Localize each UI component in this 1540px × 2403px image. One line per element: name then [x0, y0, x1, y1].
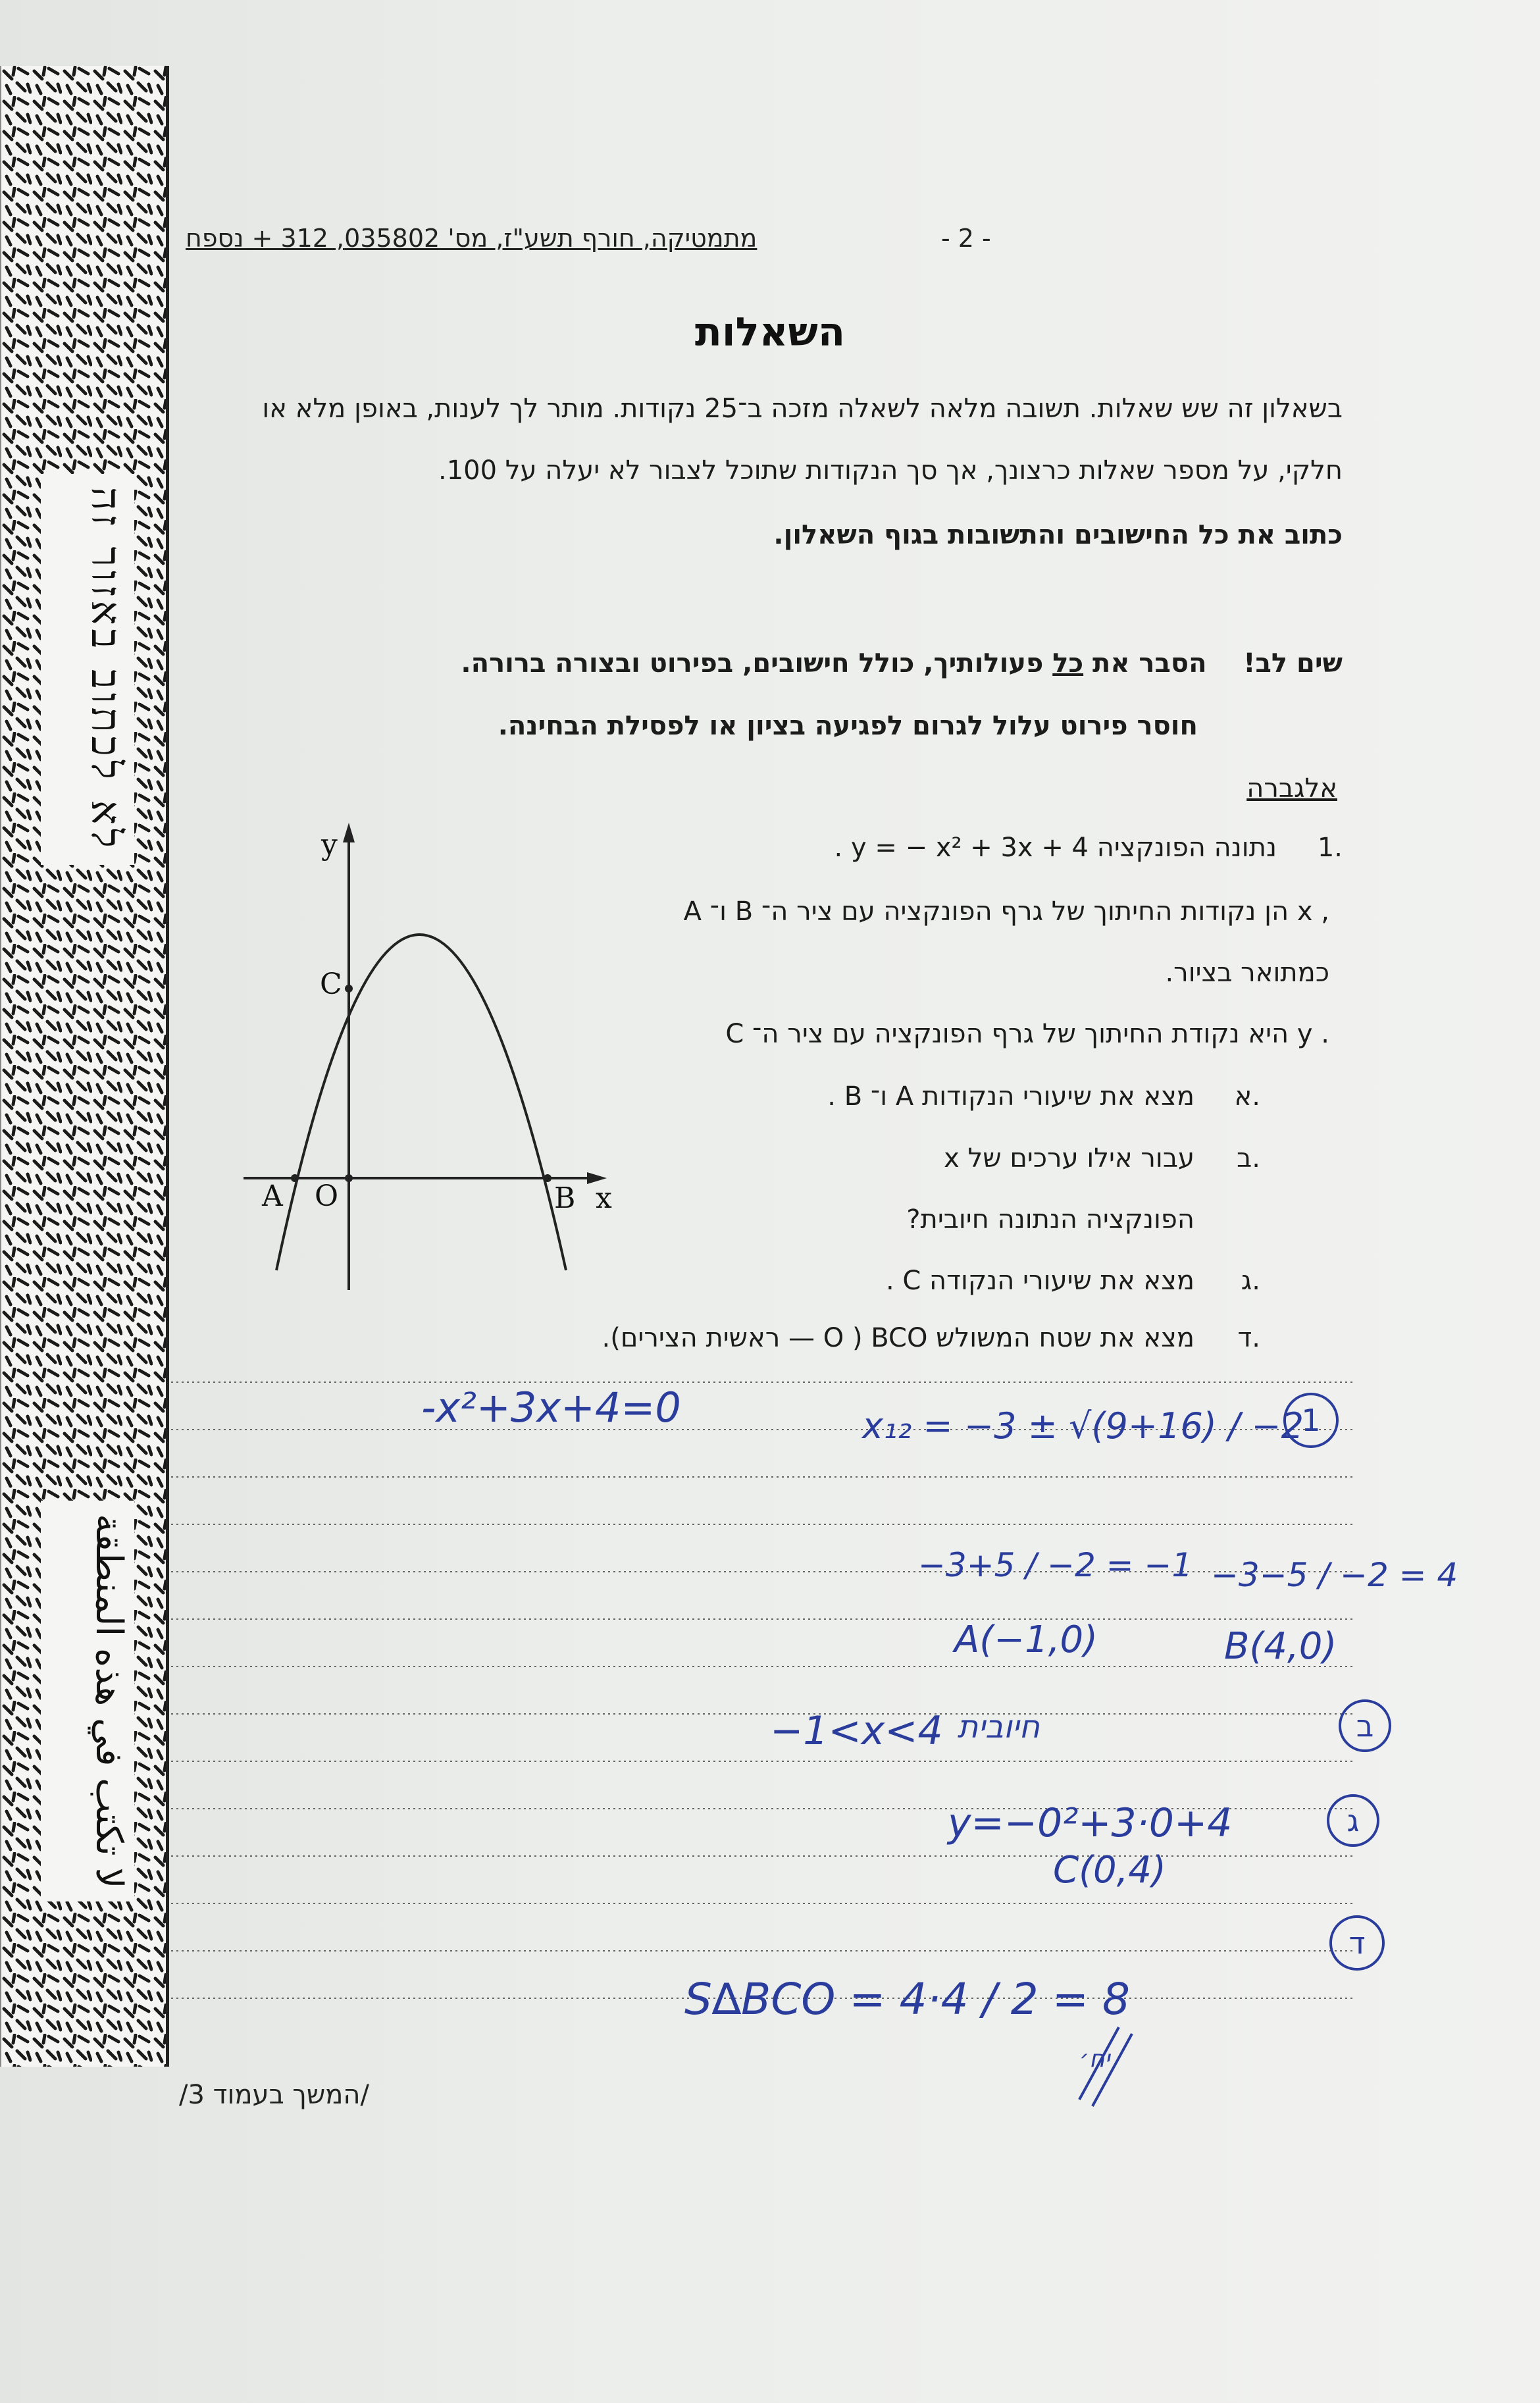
section-title: השאלות — [694, 309, 846, 355]
hw-root-2: −3−5 / −2 = 4 — [1211, 1556, 1458, 1594]
hw-marker-4: ד — [1348, 1925, 1366, 1961]
part-a-text: מצא את שיעורי הנקודות A ו־ B . — [827, 1081, 1194, 1112]
part-c-text: מצא את שיעורי הנקודה C . — [885, 1266, 1194, 1296]
part-b-text: עבור אילו ערכים של x — [944, 1143, 1194, 1174]
question-line-ab: A ו־ B הן נקודות החיתוך של גרף הפונקציה עם ציר ה־ x , — [683, 896, 1329, 927]
notice-text-before: הסבר את — [1092, 648, 1207, 679]
continued-footer: /המשך בעמוד 3/ — [179, 2080, 370, 2110]
hw-marker-3: ג — [1347, 1803, 1360, 1838]
hw-inequality-note: חיובית — [957, 1709, 1040, 1745]
question-line-ab2: כמתואר בציור. — [1165, 958, 1329, 988]
hw-point-a: A(−1,0) — [954, 1618, 1098, 1661]
hw-marker-2: ב — [1356, 1708, 1374, 1744]
intro-line-2: חלקי, על מספר שאלות כרצונך, אך סך הנקודות שתוכל לצבור לא יעלה על 100. — [438, 455, 1343, 486]
hw-y-of-c: y=−0²+3·0+4 — [948, 1800, 1233, 1846]
graph-label-x: x — [596, 1181, 612, 1215]
notice-text-after: פעולותיך, כולל חישובים, בפירוט ובצורה ברורה. — [461, 648, 1044, 679]
hw-root-1: −3+5 / −2 = −1 — [918, 1546, 1193, 1584]
graph-label-o: O — [315, 1179, 339, 1213]
hw-point-c: C(0,4) — [1053, 1849, 1166, 1892]
no-write-label-hebrew: לא לכתוב באזור זה — [41, 474, 134, 865]
hw-inequality: −1<x<4 — [770, 1708, 943, 1754]
intro-line-1: בשאלון זה שש שאלות. תשובה מלאה לשאלה מזכה ב־25 נקודות. מותר לך לענות, באופן מלא או — [262, 394, 1343, 424]
header-subject-line: מתמטיקה, חורף תשע"ז, מס' 035802, 312 + נספח — [186, 224, 757, 253]
intro-line-3: כתוב את כל החישובים והתשובות בגוף השאלון. — [773, 520, 1343, 550]
part-b-letter: ב. — [1237, 1143, 1260, 1174]
hw-equation: -x²+3x+4=0 — [421, 1383, 681, 1432]
graph-label-c: C — [320, 968, 342, 1001]
hw-area-unit: יח׳ — [1079, 2046, 1110, 2073]
part-c-letter: ג. — [1241, 1266, 1260, 1296]
part-b-text-2: הפונקציה הנתונה חיובית? — [906, 1204, 1194, 1235]
part-a-letter: א. — [1234, 1081, 1260, 1112]
hw-point-b: B(4,0) — [1224, 1625, 1337, 1668]
hw-formula: x₁₂ = −3 ± √(9+16) / −2 — [862, 1405, 1304, 1447]
page-number: - 2 - — [941, 224, 991, 253]
notice-text-underlined: כל — [1052, 648, 1084, 679]
graph-label-y: y — [321, 828, 338, 862]
question-number: 1. — [1317, 833, 1343, 863]
question-line-c: C היא נקודת החיתוך של גרף הפונקציה עם ציר ה־ y . — [725, 1019, 1329, 1049]
graph-label-b: B — [554, 1181, 576, 1215]
graph-label-a: A — [262, 1179, 283, 1213]
no-write-label-arabic: لا تكتب في هذه المنطقة — [41, 1501, 134, 1901]
notice-line-2: חוסר פירוט עלול לגרום לפגיעה בציון או לפסילת הבחינה. — [498, 711, 1198, 741]
question-stem: נתונה הפונקציה y = − x² + 3x + 4 . — [834, 833, 1277, 863]
topic-heading: אלגברה — [1246, 773, 1337, 804]
hw-marker-1: 1 — [1301, 1403, 1321, 1438]
hw-area: S∆BCO = 4·4 / 2 = 8 — [684, 1974, 1131, 2025]
part-d-text: מצא את שטח המשולש BCO ( O — ראשית הצירים). — [602, 1323, 1194, 1353]
part-d-letter: ד. — [1237, 1323, 1260, 1353]
notice-label: שים לב! — [1243, 648, 1343, 679]
